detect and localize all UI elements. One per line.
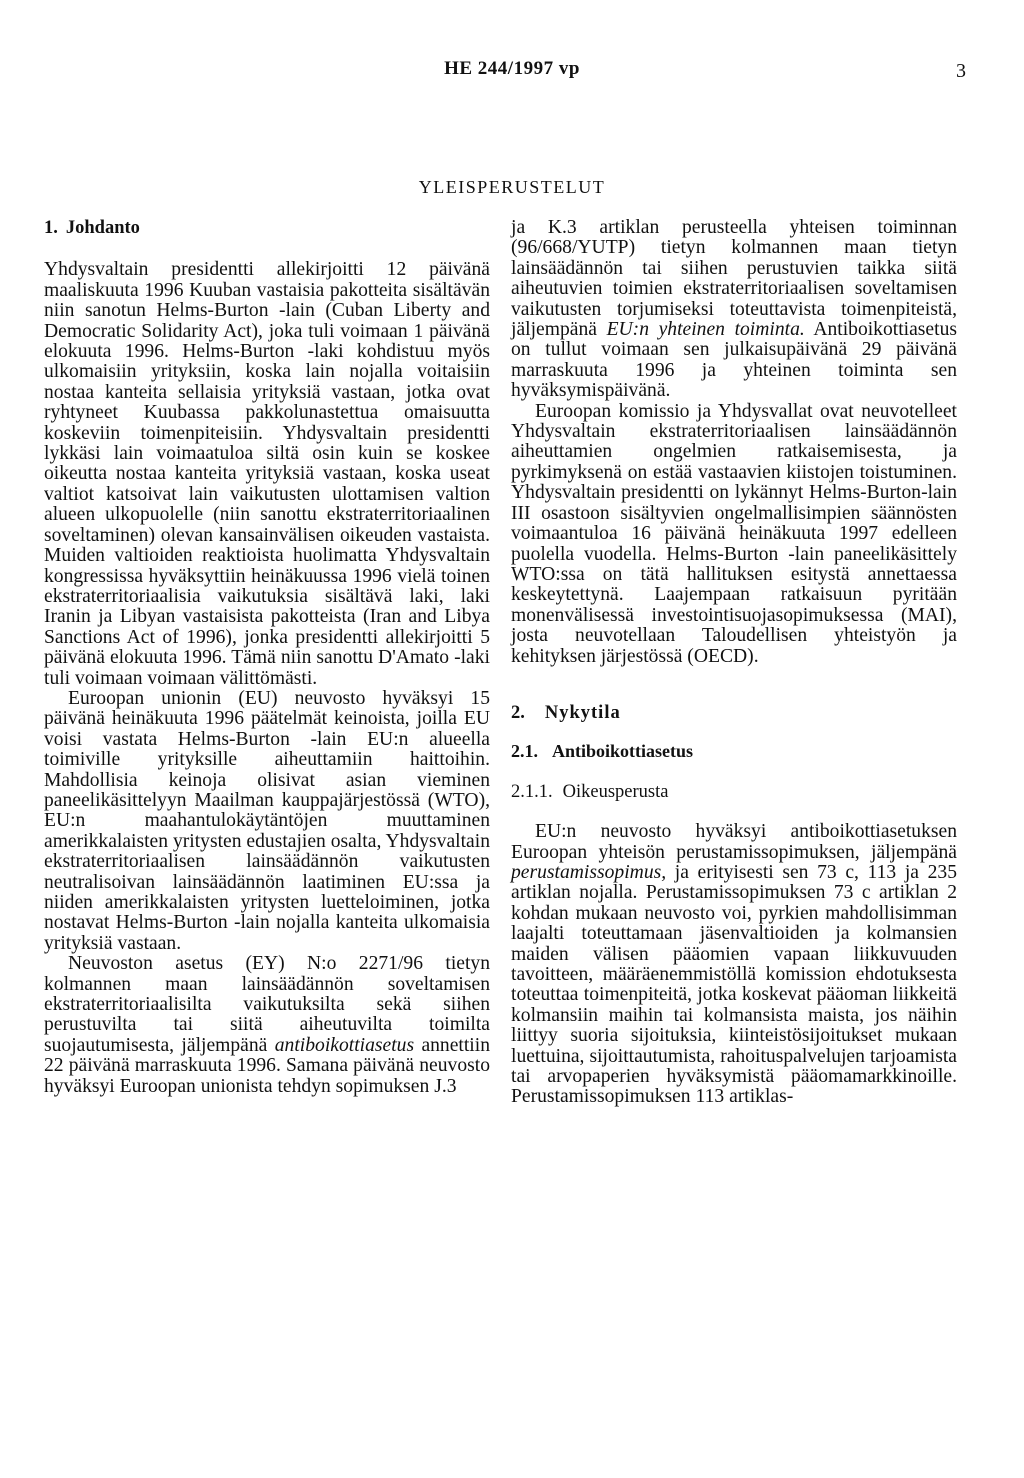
text-run: Antiboikottiasetus on tullut voimaan sen julkaisupäivänä 29 päivänä marraskuuta 1996 ja yhteinen toiminta sen hyväksymispäivänä. bbox=[511, 319, 957, 402]
text-run: ja K.3 artiklan perusteella yhteisen toiminnan (96/668/YUTP) tietyn kolmannen maan tietyn lainsäädännön tai siihen perustuvien taikka siitä aiheutuvien toimien ekstraterritoriaalisen soveltamisen vaikutusten torjumiseksi toteuttavista toimenpiteistä, jäljempänä bbox=[511, 217, 957, 341]
heading-text: Antiboikottiasetus bbox=[552, 741, 694, 762]
text-run: annettiin 22 päivänä marraskuuta 1996. Samana päivänä neuvosto hyväksyi Euroopan unionista tehdyn sopimuksen J.3 bbox=[44, 1034, 490, 1097]
text-run: EU:n neuvosto hyväksyi antiboikottiasetuksen Euroopan yhteisön perustamissopimuksen, jäljempänä bbox=[511, 821, 957, 863]
heading-text: Johdanto bbox=[65, 218, 140, 238]
paragraph: Euroopan komissio ja Yhdysvallat ovat neuvotelleet Yhdysvaltain ekstraterritoriaalisen lainsäädännön aiheuttamien ongelmien ratkaisemisesta, ja pyrkimyksenä on estää vastaavien kiistojen toistuminen. Yhdysvaltain presidentti on lykännyt Helms-Burton-lain III osastoon sisältyvien ongelmallisimpien säännösten voimaantuloa 16 päivänä heinäkuuta 1997 edelleen puolella vuodella. Helms-Burton -lain paneelikäsittely WTO:ssa on tätä hallituksen esitystä annettaessa keskeytettynä. Laajempaan ratkaisuun pyritään monenvälisessä investointisuojasopimuksessa (MAI), josta neuvotellaan Taloudellisen yhteistyön ja kehityksen järjestössä (OECD). bbox=[511, 400, 957, 667]
heading-number: 2.1. bbox=[511, 741, 538, 762]
paragraph bbox=[511, 822, 957, 1108]
heading-text: Oikeusperusta bbox=[562, 781, 669, 802]
italic-term: perustamissopimus, bbox=[511, 861, 667, 883]
heading-oikeusperusta bbox=[511, 782, 957, 802]
paragraph: Euroopan unionin (EU) neuvosto hyväksyi 15 päivänä heinäkuuta 1996 päätelmät keinoista, joilla EU voisi vastata Helms-Burton -lain EU:n alueella toimiville yrityksille aiheuttamiin haittoihin. Mahdollisia keinoja olisivat asian vieminen paneelikäsittelyyn Maailman kauppajärjestössä (WTO), EU:n maahantulokäytäntöjen muuttaminen amerikkalaisten yritysten edustajien osalta, Yhdysvaltain ekstraterritoriaalisen lainsäädännön vaikutusten neutralisoivan lainsäädännön laatiminen EU:ssa ja niiden amerikkalaisten yritysten luetteloiminen, jotka nostavat Helms-Burton -lain nojalla kanteita ulkomaisia yrityksiä vastaan. bbox=[44, 687, 490, 954]
text-run: ja erityisesti sen 73 c, 113 ja 235 artiklan nojalla. Perustamissopimuksen 73 c artiklan 2 kohdan mukaan neuvosto voi, pyrkien mahdollisimman laajalti toteuttamaan jäsenvaltioiden ja kolmansien maiden välisen pääomien vapaan liikkuvuuden tavoitteen, määräenemmistöllä komission ehdotuksesta toteuttaa toimenpiteitä, jotka koskevat pääoman liikkeitä kolmansiin maihin tai kolmansista maista, jos näihin liittyy suoria sijoituksia, kiinteistösijoitukset mukaan luettuina, sijoittautumista, rahoituspalvelujen tarjoamista tai arvopaperien hyväksymistä pääomamarkkinoille. Perustamissopimuksen 113 artiklas- bbox=[511, 861, 957, 1108]
paragraph bbox=[44, 954, 490, 1097]
running-head: HE 244/1997 vp bbox=[444, 58, 580, 79]
heading-number: 2.1.1. bbox=[511, 781, 553, 802]
left-column bbox=[44, 218, 490, 1097]
italic-term: EU:n yhteinen toiminta. bbox=[606, 319, 805, 341]
heading-text: Nykytila bbox=[544, 702, 621, 723]
italic-term: antiboikottiasetus bbox=[274, 1034, 415, 1056]
text-run: Neuvoston asetus (EY) N:o 2271/96 tietyn kolmannen maan lainsäädännön soveltamisen ekstraterritoriaalisilta vaikutuksilta sekä siihen perustuvilta tai siitä aiheutuvilta toimilta suojautumisesta, jäljempänä bbox=[44, 953, 490, 1056]
heading-antiboikottiasetus bbox=[511, 741, 957, 761]
heading-number: 1. bbox=[44, 218, 58, 238]
heading-nykytila bbox=[511, 703, 957, 723]
page-number: 3 bbox=[956, 60, 966, 82]
right-column bbox=[511, 218, 957, 1108]
heading-number: 2. bbox=[511, 702, 525, 723]
heading-johdanto bbox=[44, 218, 490, 238]
paragraph: Yhdysvaltain presidentti allekirjoitti 12 päivänä maaliskuuta 1996 Kuuban vastaisia pakotteita sisältävän niin sanotun Helms-Burton -lain (Cuban Liberty and Democratic Solidarity Act), joka tuli voimaan 1 päivänä elokuuta 1996. Helms-Burton -laki kohdistuu myös ulkomaisiin yrityksiin, koska lain nojalla voitaisiin nostaa kanteita sellaisia yrityksiä vastaan, jotka ovat ryhtyneet Kuubassa pakkolunastettua omaisuutta koskeviin toimenpiteisiin. Yhdysvaltain presidentti lykkäsi lain voimaatuloa siltä osin kuin se koskee oikeutta nostaa kanteita yrityksiä vastaan, koska useat valtiot katsoivat lain vaikutusten ulottamisen valtion alueen ulkopuolelle (niin sanottu ekstraterritoriaalinen soveltaminen) olevan kansainvälisen oikeuden vastaista. Muiden valtioiden reaktioista huolimatta Yhdysvaltain kongressissa hyväksyttiin heinäkuussa 1996 vielä toinen ekstraterritoriaalisia vaikutuksia sisältävä laki, laki Iranin ja Libyan vastaisista pakotteista (Iran and Libya Sanctions Act of 1996), jonka presidentti allekirjoitti 5 päivänä elokuuta 1996. Tämä niin sanottu D'Amato -laki tuli voimaan voimaan välittömästi. bbox=[44, 259, 490, 689]
paragraph bbox=[511, 218, 957, 402]
section-title: YLEISPERUSTELUT bbox=[418, 177, 606, 197]
